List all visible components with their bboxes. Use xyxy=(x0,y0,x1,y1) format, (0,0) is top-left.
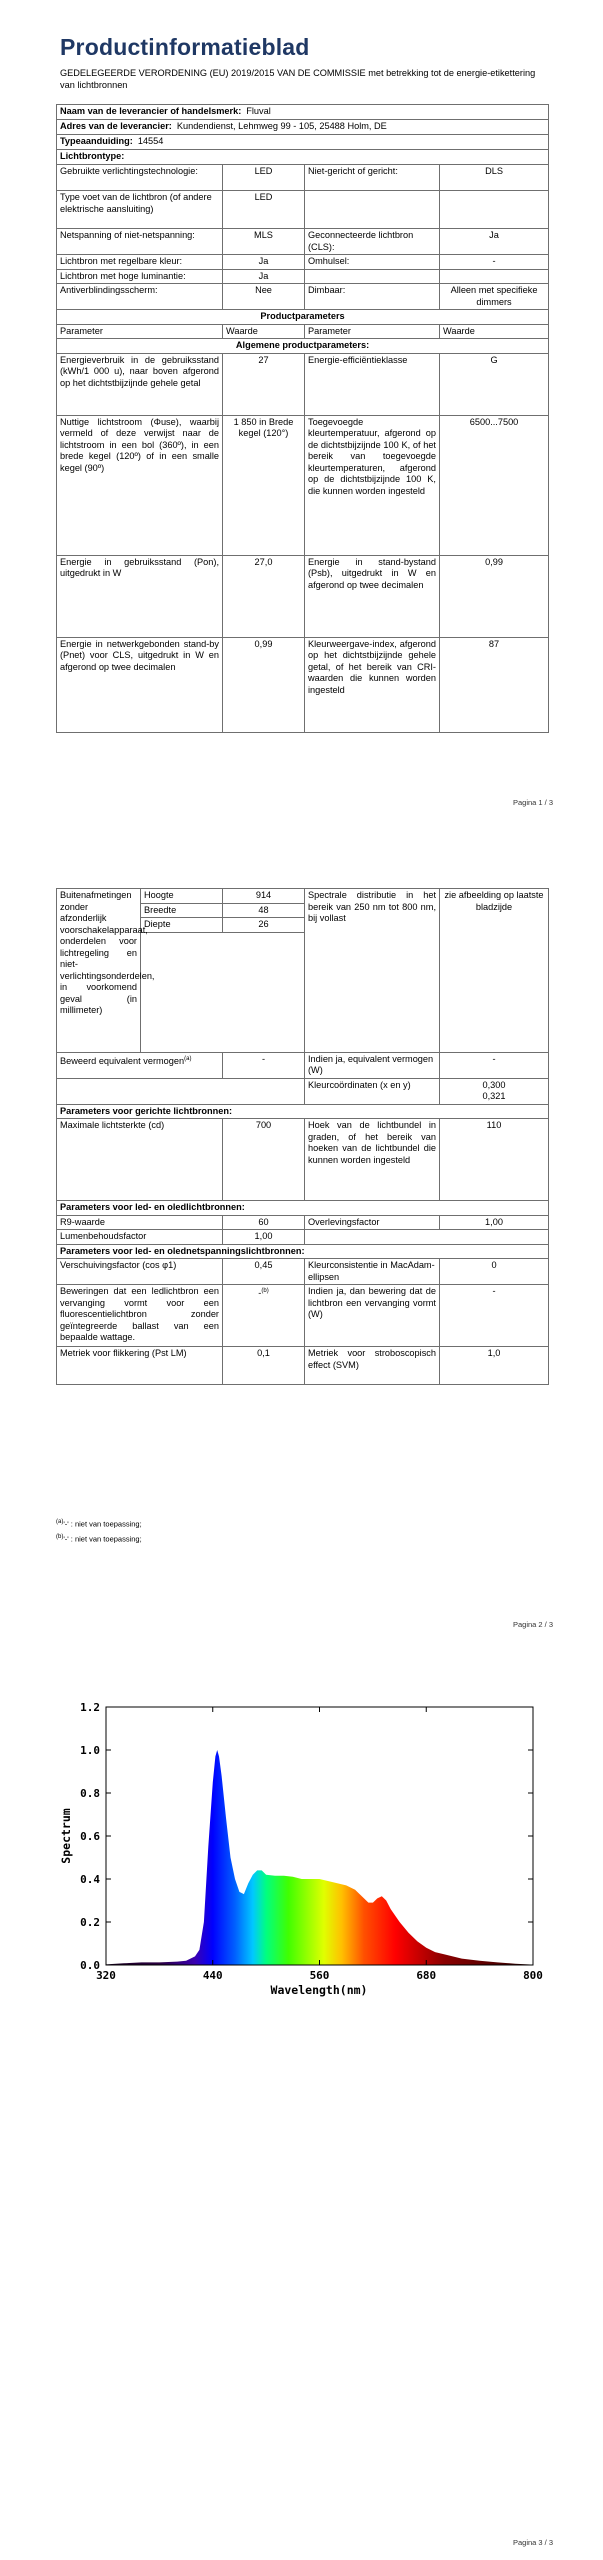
document-title: Productinformatieblad xyxy=(60,34,310,60)
footnote-b: $^{(b)}$'-' : niet van toepassing; xyxy=(56,1533,142,1543)
y-tick-label: 1.2 xyxy=(80,1701,100,1714)
param-value: 60 xyxy=(223,1215,305,1230)
param-label: Nuttige lichtstroom (Φuse), waarbij vermeld of deze verwijst naar de lichtstroom in een bol (360º), in een brede kegel (120º) of in een smalle kegel (90º) xyxy=(57,415,223,555)
supplier-name: Fluval xyxy=(246,106,271,116)
param-label: Energie in gebruiksstand (Pon), uitgedrukt in W xyxy=(57,555,223,637)
param-row xyxy=(57,1347,549,1385)
equivalent-power-label: Beweerd equivalent vermogen$^{(a)}$ xyxy=(57,1052,223,1078)
param-label: Kleurweergave-index, afgerond op het dichtstbijzijnde gehele getal, of het bereik van CRI-waarden die kunnen worden ingesteld xyxy=(305,637,440,732)
led-mains-params-title: Parameters voor led- en olednetspanningslichtbronnen: xyxy=(57,1244,549,1259)
led-params-title: Parameters voor led- en oledlichtbronnen: xyxy=(57,1201,549,1216)
y-tick-label: 0.6 xyxy=(80,1830,100,1843)
product-info-table-continued xyxy=(56,888,549,1385)
chromaticity-row xyxy=(57,1078,549,1104)
param-value: 0,99 xyxy=(223,637,305,732)
chromaticity-y: 0,321 xyxy=(482,1091,506,1101)
param-value: - xyxy=(440,1052,549,1078)
param-value: 27 xyxy=(223,353,305,415)
param-label: Energieverbruik in de gebruiksstand (kWh/1 000 u), naar boven afgerond op het dichtstbijzijnde gehele getal xyxy=(57,353,223,415)
param-value: 27,0 xyxy=(223,555,305,637)
lightsource-label: Geconnecteerde lichtbron (CLS): xyxy=(305,229,440,255)
param-value: 1,0 xyxy=(440,1347,549,1385)
spectrum-chart xyxy=(0,1638,603,2038)
param-value: 87 xyxy=(440,637,549,732)
page-3 xyxy=(0,1638,603,2560)
page-number: Pagina 3 / 3 xyxy=(512,2538,553,2547)
param-row xyxy=(57,1259,549,1285)
param-value: 0,1 xyxy=(223,1347,305,1385)
param-value: 0 xyxy=(440,1259,549,1285)
lightsource-section-row xyxy=(57,150,549,165)
param-value: 6500...7500 xyxy=(440,415,549,555)
supplier-address: Kundendienst, Lehmweg 99 - 105, 25488 Holm, DE xyxy=(176,121,387,131)
lightsource-value: Alleen met specifieke dimmers xyxy=(440,284,549,310)
lightsource-label: Dimbaar: xyxy=(305,284,440,310)
spectral-distribution-label: Spectrale distributie in het bereik van 250 nm tot 800 nm, bij vollast xyxy=(305,889,440,1053)
y-tick-label: 0.2 xyxy=(80,1916,100,1929)
param-label: Lumenbehoudsfactor xyxy=(57,1230,223,1245)
width-label: Breedte xyxy=(141,903,223,918)
page-number: Pagina 2 / 3 xyxy=(512,1620,553,1629)
lightsource-value xyxy=(440,269,549,284)
model-identifier: 14554 xyxy=(137,136,164,146)
model-row xyxy=(57,135,549,150)
model-label: Typeaanduiding: xyxy=(60,136,133,146)
page-1 xyxy=(0,0,603,818)
width-value: 48 xyxy=(223,903,305,918)
param-value: - xyxy=(223,1052,305,1078)
param-row xyxy=(57,1215,549,1230)
param-label: Metriek voor flikkering (Pst LM) xyxy=(57,1347,223,1385)
column-header-value: Waarde xyxy=(223,324,305,339)
lightsource-label: Antiverblindingsscherm: xyxy=(57,284,223,310)
y-tick-label: 0.0 xyxy=(80,1959,100,1972)
lightsource-value: - xyxy=(440,255,549,270)
footnote-a: $^{(a)}$'-' : niet van toepassing; xyxy=(56,1519,142,1529)
param-label: Kleurconsistentie in MacAdam-ellipsen xyxy=(305,1259,440,1285)
section-row xyxy=(57,1244,549,1259)
lightsource-label: Lichtbron met regelbare kleur: xyxy=(57,255,223,270)
height-label: Hoogte xyxy=(141,889,223,904)
section-row xyxy=(57,1201,549,1216)
lightsource-value xyxy=(440,191,549,229)
param-value: 700 xyxy=(223,1119,305,1201)
params-title-row xyxy=(57,310,549,325)
page-number: Pagina 1 / 3 xyxy=(512,798,553,807)
y-tick-label: 0.8 xyxy=(80,1787,100,1800)
lightsource-label: Netspanning of niet-netspanning: xyxy=(57,229,223,255)
directional-params-title: Parameters voor gerichte lichtbronnen: xyxy=(57,1104,549,1119)
param-value: G xyxy=(440,353,549,415)
param-label: Energie-efficiëntieklasse xyxy=(305,353,440,415)
y-tick-label: 1.0 xyxy=(80,1744,100,1757)
lightsource-value: Ja xyxy=(440,229,549,255)
param-label: Verschuivingsfactor (cos φ1) xyxy=(57,1259,223,1285)
dims-row xyxy=(57,889,549,904)
param-row xyxy=(57,1119,549,1201)
param-label: R9-waarde xyxy=(57,1215,223,1230)
lightsource-row xyxy=(57,165,549,191)
param-row xyxy=(57,637,549,732)
lightsource-label: Omhulsel: xyxy=(305,255,440,270)
lightsource-row xyxy=(57,191,549,229)
chromaticity-value xyxy=(440,1078,549,1104)
height-value: 914 xyxy=(223,889,305,904)
params-title: Productparameters xyxy=(57,310,549,325)
lightsource-label: Lichtbron met hoge luminantie: xyxy=(57,269,223,284)
lightsource-value: Nee xyxy=(223,284,305,310)
lightsource-row xyxy=(57,229,549,255)
param-row xyxy=(57,353,549,415)
supplier-address-row xyxy=(57,120,549,135)
param-value: 0,99 xyxy=(440,555,549,637)
x-tick-label: 440 xyxy=(202,1969,223,1982)
lightsource-label: Gebruikte verlichtingstechnologie: xyxy=(57,165,223,191)
supplier-name-label: Naam van de leverancier of handelsmerk: xyxy=(60,106,242,116)
page-2 xyxy=(0,818,603,1638)
lightsource-value: DLS xyxy=(440,165,549,191)
column-header-parameter: Parameter xyxy=(305,324,440,339)
supplier-address-label: Adres van de leverancier: xyxy=(60,121,172,131)
param-value: 110 xyxy=(440,1119,549,1201)
supplier-name-row xyxy=(57,105,549,120)
column-header-value: Waarde xyxy=(440,324,549,339)
param-label: Indien ja, dan bewering dat de lichtbron een vervanging vormt (W) xyxy=(305,1285,440,1347)
x-axis-label: Wavelength(nm) xyxy=(270,1983,368,1997)
param-label: Maximale lichtsterkte (cd) xyxy=(57,1119,223,1201)
param-label: Energie in stand-bystand (Psb), uitgedrukt in W en afgerond op twee decimalen xyxy=(305,555,440,637)
param-value: 1,00 xyxy=(440,1215,549,1230)
param-value: -$^{(b)}$ xyxy=(223,1285,305,1347)
lightsource-value: Ja xyxy=(223,269,305,284)
document-subtitle: GEDELEGEERDE VERORDENING (EU) 2019/2015 VAN DE COMMISSIE met betrekking tot de energie-etikettering van lichtbronnen xyxy=(60,68,536,90)
param-row xyxy=(57,555,549,637)
param-row xyxy=(57,1285,549,1347)
param-label: Indien ja, equivalent vermogen (W) xyxy=(305,1052,440,1078)
param-row xyxy=(57,1052,549,1078)
param-value: 1,00 xyxy=(223,1230,305,1245)
x-tick-label: 800 xyxy=(523,1969,543,1982)
param-label: Overlevingsfactor xyxy=(305,1215,440,1230)
y-axis-label: Spectrum xyxy=(59,1808,73,1864)
param-label: Beweringen dat een ledlichtbron een vervanging vormt voor een fluorescentielichtbron zonder geïntegreerde ballast van een bepaalde wattage. xyxy=(57,1285,223,1347)
general-params-title: Algemene productparameters: xyxy=(57,339,549,354)
lightsource-row xyxy=(57,284,549,310)
param-value: 1 850 in Brede kegel (120°) xyxy=(223,415,305,555)
footnote-ref: (a) xyxy=(184,1055,192,1062)
footnote-ref: (b) xyxy=(261,1288,269,1294)
param-label: Metriek voor stroboscopisch effect (SVM) xyxy=(305,1347,440,1385)
param-label: Toegevoegde kleurtemperatuur, afgerond op de dichtstbijzijnde 100 K, of het bereik van toegevoegde kleurtemperaturen, afgerond op de dichtstbijzijnde 100 K, die kunnen worden ingesteld xyxy=(305,415,440,555)
x-tick-label: 560 xyxy=(309,1969,330,1982)
depth-label: Diepte xyxy=(141,918,223,933)
param-value: 0,45 xyxy=(223,1259,305,1285)
depth-value: 26 xyxy=(223,918,305,933)
footnotes xyxy=(56,1516,142,1545)
lightsource-row xyxy=(57,269,549,284)
section-row xyxy=(57,1104,549,1119)
lightsource-label xyxy=(305,191,440,229)
lightsource-value: Ja xyxy=(223,255,305,270)
lightsource-section-title: Lichtbrontype: xyxy=(57,150,549,165)
general-title-row xyxy=(57,339,549,354)
x-tick-label: 320 xyxy=(96,1969,116,1982)
lightsource-label xyxy=(305,269,440,284)
spectral-distribution-value: zie afbeelding op laatste bladzijde xyxy=(440,889,549,1053)
spectrum-area xyxy=(106,1750,533,1965)
param-label: Hoek van de lichtbundel in graden, of het bereik van hoeken van de lichtbundel die kunnen worden ingesteld xyxy=(305,1119,440,1201)
lightsource-value: MLS xyxy=(223,229,305,255)
column-header-parameter: Parameter xyxy=(57,324,223,339)
chromaticity-label: Kleurcoördinaten (x en y) xyxy=(305,1078,440,1104)
param-label: Energie in netwerkgebonden stand-by (Pnet) voor CLS, uitgedrukt in W en afgerond op twee decimalen xyxy=(57,637,223,732)
lightsource-value: LED xyxy=(223,191,305,229)
param-row xyxy=(57,1230,549,1245)
product-info-table xyxy=(56,104,549,733)
param-row xyxy=(57,415,549,555)
params-header-row xyxy=(57,324,549,339)
y-tick-label: 0.4 xyxy=(80,1873,100,1886)
dimensions-label: Buitenafmetingen zonder afzonderlijk voorschakelapparaat, onderdelen voor lichtregeling en niet-verlichtingsonderdelen, in voorkomend geval (in millimeter) xyxy=(57,889,141,1053)
lightsource-value: LED xyxy=(223,165,305,191)
lightsource-row xyxy=(57,255,549,270)
x-tick-label: 680 xyxy=(416,1969,437,1982)
lightsource-label: Niet-gericht of gericht: xyxy=(305,165,440,191)
lightsource-label: Type voet van de lichtbron (of andere elektrische aansluiting) xyxy=(57,191,223,229)
chromaticity-x: 0,300 xyxy=(482,1079,506,1090)
param-value: - xyxy=(440,1285,549,1347)
